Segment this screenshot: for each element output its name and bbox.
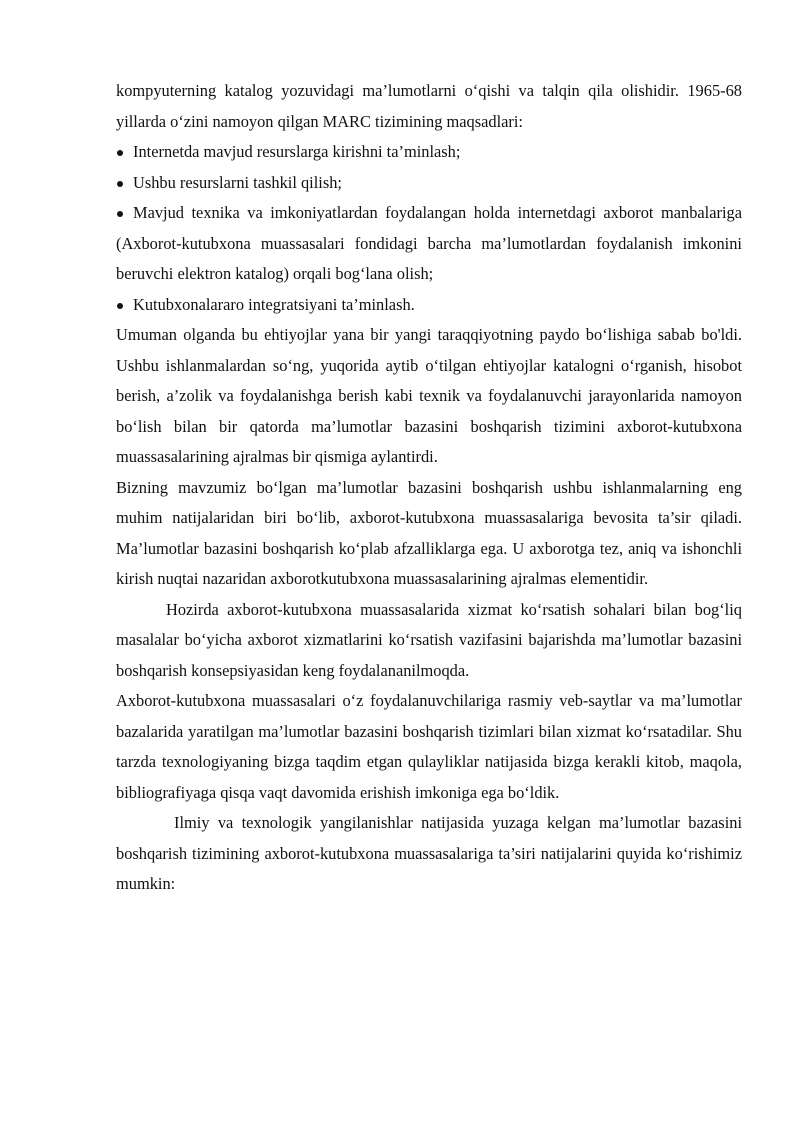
list-item: Ushbu resurslarni tashkil qilish; <box>116 168 742 199</box>
marc-goals-list <box>116 137 742 320</box>
document-body <box>116 76 742 900</box>
list-item: Kutubxonalararo integratsiyani ta’minlash. <box>116 290 742 321</box>
bullet-icon <box>117 150 123 156</box>
bullet-icon <box>117 303 123 309</box>
bullet-icon <box>117 181 123 187</box>
bullet-icon <box>117 211 123 217</box>
list-item: Internetda mavjud resurslarga kirishni ta’minlash; <box>116 137 742 168</box>
paragraph: Ilmiy va texnologik yangilanishlar natijasida yuzaga kelgan ma’lumotlar bazasini boshqarish tizimining axborot-kutubxona muassasalariga ta’siri natijalarini quyida ko‘rishimiz mumkin: <box>116 813 742 893</box>
paragraph: Hozirda axborot-kutubxona muassasalarida xizmat ko‘rsatish sohalari bilan bog‘liq masalalar bo‘yicha axborot xizmatlarini ko‘rsatish vazifasini bajarishda ma’lumotlar bazasini boshqarish konsepsiyasidan keng foydalananilmoqda. <box>116 599 742 680</box>
paragraph: Umuman olganda bu ehtiyojlar yana bir yangi taraqqiyotning paydo bo‘lishiga sabab bo'ldi. Ushbu ishlanmalardan so‘ng, yuqorida aytib o‘tilgan ehtiyojlar katalogni o‘rganish, hisobot berish, a’zolik va foydalanishga berish kabi texnik va foydalanuvchi jarayonlarida namoyon bo‘lish bilan bir qatorda ma’lumotlar bazasini boshqarish tizimini axborot-kutubxona muassasalarining ajralmas bir qismiga aylantirdi. <box>116 325 742 466</box>
paragraph-intro: kompyuterning katalog yozuvidagi ma’lumotlarni o‘qishi va talqin qila olishidir. 1965-68 yillarda o‘zini namoyon qilgan MARC tizimining maqsadlari: <box>116 81 742 131</box>
paragraph: Axborot-kutubxona muassasalari o‘z foydalanuvchilariga rasmiy veb-saytlar va ma’lumotlar bazalarida yaratilgan ma’lumotlar bazasini boshqarish tizimlari bilan xizmat ko‘rsatadilar. Shu tarzda texnologiyaning bizga taqdim etgan qulayliklar natijasida bizga kerakli kitob, maqola, bibliografiyaga qisqa vaqt davomida erishish imkoniga ega bo‘ldik. <box>116 691 742 802</box>
list-item: Mavjud texnika va imkoniyatlardan foydalangan holda internetdagi axborot manbalariga (Axborot-kutubxona muassasalari fondidagi barcha ma’lumotlardan foydalanish imkonini beruvchi elektron katalog) orqali bog‘lana olish; <box>116 203 742 283</box>
paragraph: Bizning mavzumiz bo‘lgan ma’lumotlar bazasini boshqarish ushbu ishlanmalarning eng muhim natijalaridan biri bo‘lib, axborot-kutubxona muassasalariga bevosita ta’sir qiladi. Ma’lumotlar bazasini boshqarish ko‘plab afzalliklarga ega. U axborotga tez, aniq va ishonchli kirish nuqtai nazaridan axborotkutubxona muassasalarining ajralmas elementidir. <box>116 477 742 588</box>
